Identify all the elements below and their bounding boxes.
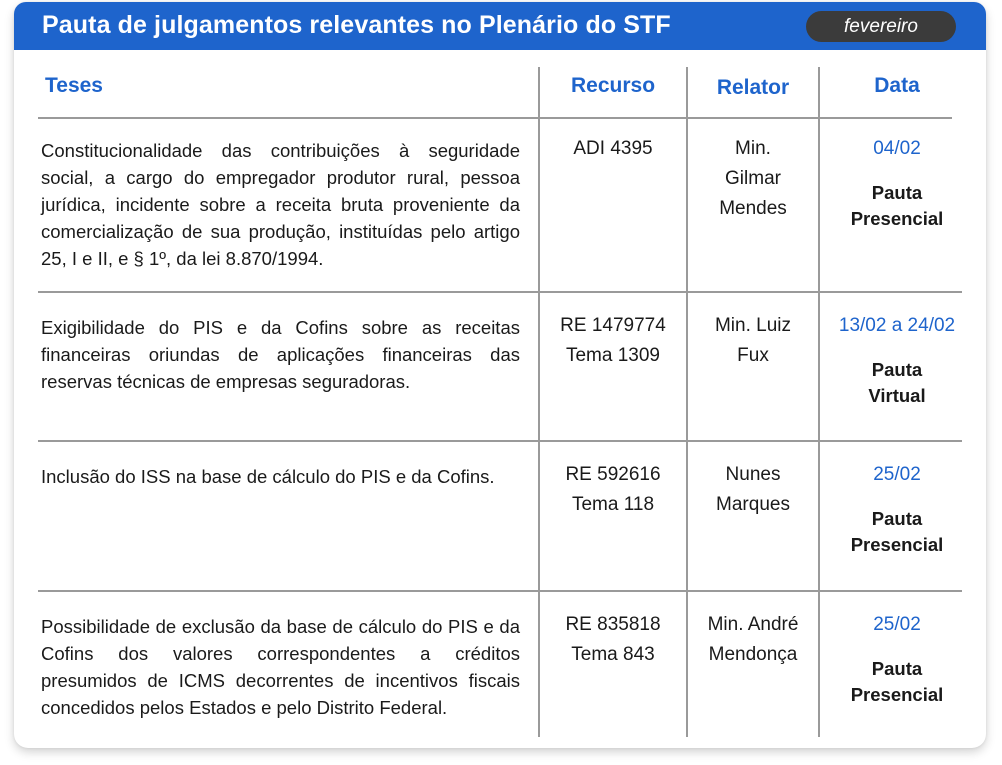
session-type: Pauta Presencial [850, 182, 944, 229]
session-type: Pauta Virtual [868, 359, 926, 406]
table-row-recurso: RE 1479774 Tema 1309 [560, 315, 666, 366]
column-header-relator: Relator [716, 76, 790, 99]
header-bar [14, 2, 986, 50]
table-row-relator: Min. Luiz Fux [714, 315, 792, 366]
session-date: 25/02 [873, 464, 921, 485]
session-date: 25/02 [873, 614, 921, 635]
table-row-relator: Nunes Marques [716, 464, 790, 515]
table-row-data [820, 460, 974, 558]
table-row-data [820, 610, 974, 708]
table-row-data [820, 134, 974, 232]
row-divider [38, 590, 962, 592]
table-row-relator: Min. André Mendonça [707, 614, 799, 665]
month-badge: fevereiro [806, 11, 956, 42]
table-row-tese: Exigibilidade do PIS e da Cofins sobre as receitas financeiras oriundas de aplicações financeiras das reservas técnicas de empresas seguradoras. [41, 317, 520, 392]
row-divider [38, 291, 962, 293]
column-header-teses: Teses [45, 74, 103, 97]
session-type: Pauta Presencial [850, 658, 944, 705]
table-row-tese: Inclusão do ISS na base de cálculo do PIS e da Cofins. [41, 466, 495, 487]
table-row-recurso: RE 592616 Tema 118 [565, 464, 661, 515]
table-row-relator: Min. Gilmar Mendes [719, 138, 787, 219]
row-divider [38, 440, 962, 442]
session-date: 04/02 [873, 138, 921, 159]
table-row-data [820, 311, 974, 409]
table-row-tese: Constitucionalidade das contribuições à seguridade social, a cargo do empregador produtor rural, pessoa jurídica, incidente sobre a receita bruta proveniente da comercialização de sua produção, instituídas pelo artigo 25, I e II, e § 1º, da lei 8.870/1994. [41, 140, 520, 269]
session-date: 13/02 a 24/02 [838, 315, 956, 336]
column-header-data: Data [874, 74, 920, 97]
column-header-recurso: Recurso [570, 74, 656, 97]
table-row-recurso: ADI 4395 [573, 138, 653, 159]
table-row-recurso: RE 835818 Tema 843 [565, 614, 661, 665]
table-row-tese: Possibilidade de exclusão da base de cálculo do PIS e da Cofins dos valores correspondentes a créditos presumidos de ICMS decorrentes de incentivos fiscais concedidos pelos Estados e pelo Distrito Federal. [41, 616, 520, 718]
row-divider [38, 117, 952, 119]
session-type: Pauta Presencial [850, 508, 944, 555]
page-title: Pauta de julgamentos relevantes no Plenário do STF [42, 11, 671, 39]
